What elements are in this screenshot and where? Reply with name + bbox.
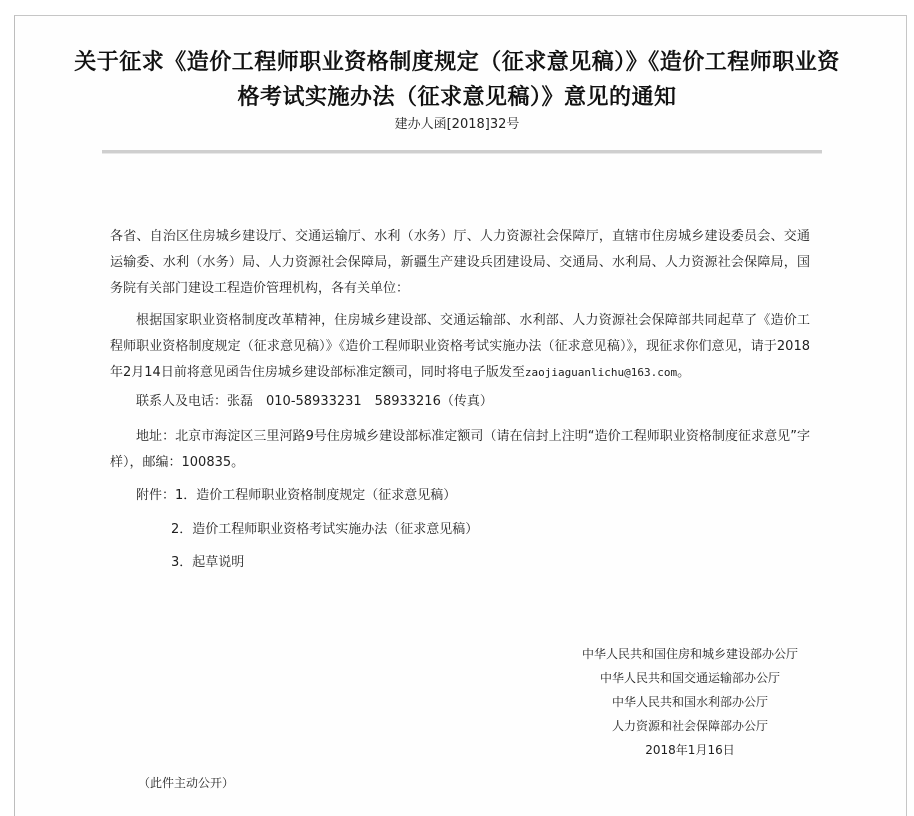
body-end: 。: [677, 365, 691, 380]
signatory-3: 中华人民共和国水利部办公厅: [611, 695, 768, 709]
signatory-1: 中华人民共和国住房和城乡建设部办公厅: [581, 647, 798, 661]
body-text: 根据国家职业资格制度改革精神，住房城乡建设部、交通运输部、水利部、人力资源社会保障部共同起草了《造价工程师职业资格制度规定（征求意见稿）》《造价工程师职业资格考试实施办法（征求意见稿）》，现征求你们意见，请于2018年2月14日前将意见函告住房城乡建设部标准定额司，同时将电子版发至: [110, 313, 810, 380]
body-paragraph: [110, 308, 810, 386]
address-paragraph: 地址：北京市海淀区三里河路9号住房城乡建设部标准定额司（请在信封上注明“造价工程师职业资格制度征求意见”字样），邮编：100835。: [110, 429, 810, 470]
disclosure-note: （此件主动公开）: [138, 776, 235, 790]
email-address[interactable]: zaojiaguanlichu@163.com: [524, 366, 678, 379]
contact-paragraph: 联系人及电话：张磊 010-58933231 58933216（传真）: [136, 394, 493, 409]
signatory-2: 中华人民共和国交通运输部办公厅: [599, 671, 780, 685]
attachment-item-3: 3．起草说明: [171, 555, 245, 570]
document-title-line-1: 关于征求《造价工程师职业资格制度规定（征求意见稿）》《造价工程师职业资: [74, 49, 840, 75]
title-divider: [102, 150, 822, 154]
signatory-4: 人力资源和社会保障部办公厅: [611, 719, 768, 733]
attachment-item-1: 附件：1．造价工程师职业资格制度规定（征求意见稿）: [136, 488, 457, 503]
document-number: 建办人函[2018]32号: [394, 117, 520, 132]
attachment-item-2: 2．造价工程师职业资格考试实施办法（征求意见稿）: [171, 522, 479, 537]
document-date: 2018年1月16日: [645, 743, 735, 757]
document-title-line-2: 格考试实施办法（征求意见稿）》意见的通知: [237, 84, 677, 110]
salutation-paragraph: 各省、自治区住房城乡建设厅、交通运输厅、水利（水务）厅、人力资源社会保障厅，直辖市住房城乡建设委员会、交通运输委、水利（水务）局、人力资源社会保障局，新疆生产建设兵团建设局、交通局、水利局、人力资源社会保障局，国务院有关部门建设工程造价管理机构，各有关单位：: [110, 229, 810, 296]
